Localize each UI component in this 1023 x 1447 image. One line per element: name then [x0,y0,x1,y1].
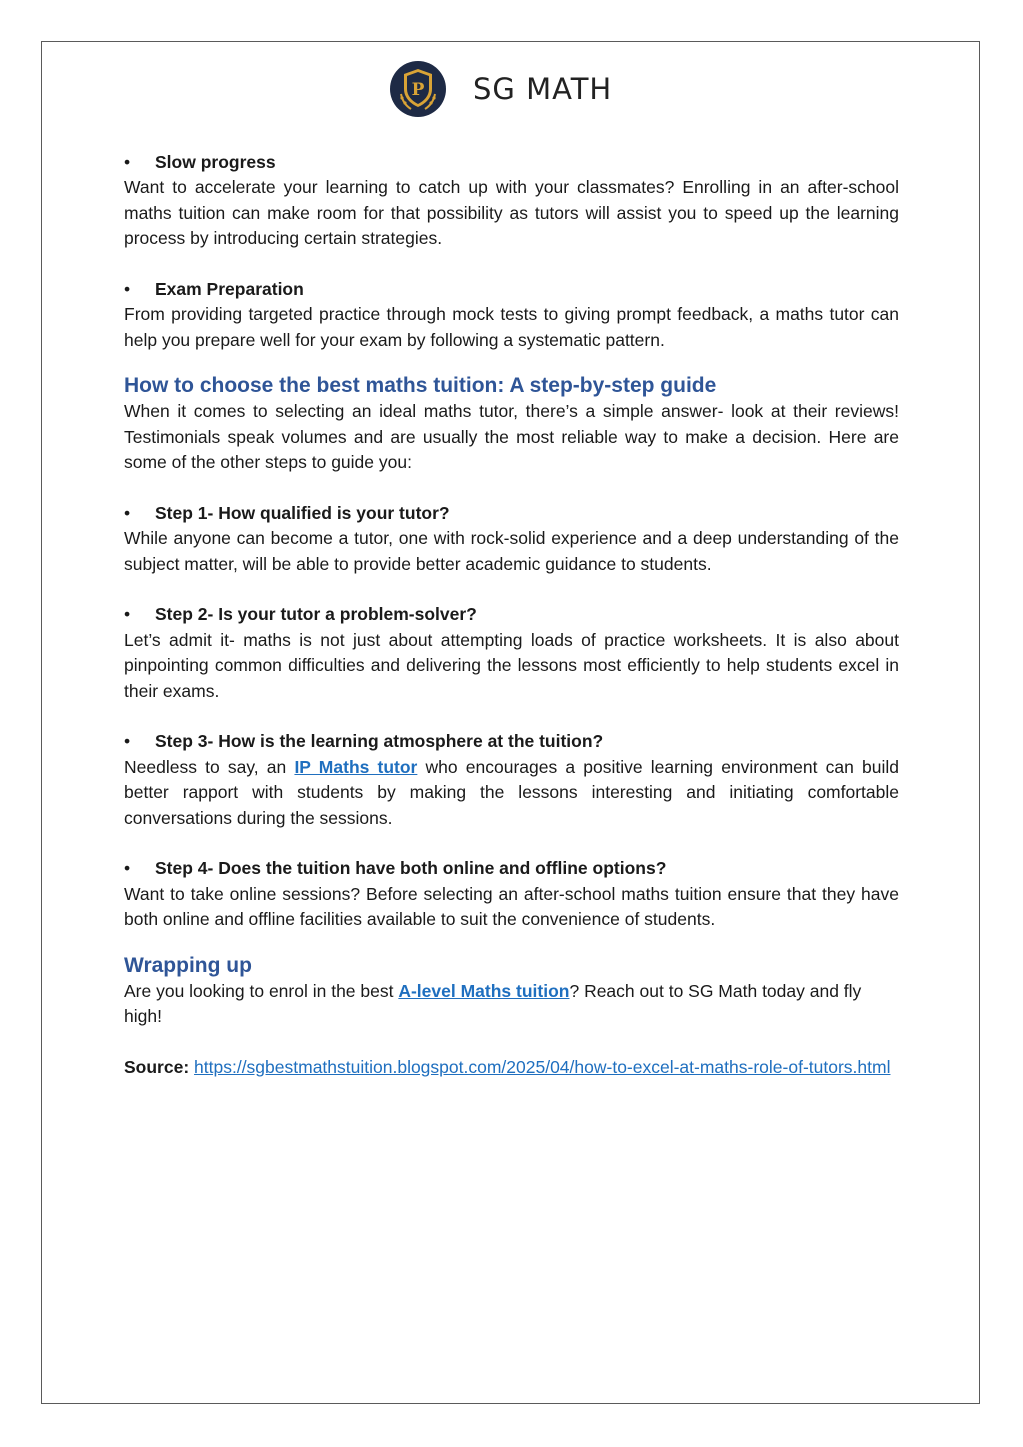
bullet-dot-icon: • [124,152,131,172]
sg-math-logo [389,60,612,118]
step4-body: Want to take online sessions? Before selecting an after-school maths tuition ensure that they have both online and offline facilities available to suit the convenience of students. [124,883,899,930]
step3-body [124,755,899,831]
bullet-dot-icon: • [124,858,131,879]
step3-heading: Step 3- How is the learning atmosphere at the tuition? [155,731,604,752]
ip-maths-tutor-link[interactable]: IP Maths tutor [294,756,418,777]
step3-body-before: Needless to say, an [124,756,295,777]
wrap-body [124,979,899,1030]
bullet-heading-step2 [124,602,899,627]
step4-heading: Step 4- Does the tuition have both online and offline options? [155,858,667,879]
bullet-dot-icon: • [124,502,131,523]
svg-text:P: P [411,80,425,100]
wrap-body-before: Are you looking to enrol in the best [124,980,399,1001]
bullet-heading-slow-progress [124,150,899,175]
slow-progress-heading: Slow progress [155,152,276,172]
step3-body-after: who encourages a positive learning environment can build better rapport with students by making the lessons interesting and initiating comfortable conversations during the sessions. [124,756,899,828]
logo-text: SG MATH [473,72,613,106]
step1-heading: Step 1- How qualified is your tutor? [155,502,450,523]
step2-body: Let’s admit it- maths is not just about attempting loads of practice worksheets. It is also about pinpointing common difficulties and delivering the lessons most efficiently to help students excel in their exams. [124,629,899,701]
bullet-heading-exam-prep [124,277,899,302]
bullet-heading-step4 [124,856,899,881]
slow-progress-body: Want to accelerate your learning to catch up with your classmates? Enrolling in an after-school maths tuition can make room for that possibility as tutors will assist you to speed up the learning process by introducing certain strategies. [124,177,899,249]
exam-prep-heading: Exam Preparation [155,279,304,300]
bullet-dot-icon: • [124,279,131,300]
bullet-dot-icon: • [124,731,131,752]
guide-body: When it comes to selecting an ideal maths tutor, there’s a simple answer- look at their reviews! Testimonials speak volumes and are usually the most reliable way to make a decision. Here are some of the other steps to guide you: [124,401,899,473]
wrap-body-after: ? Reach out to SG Math today and fly high! [124,980,862,1027]
a-level-maths-tuition-link[interactable]: A-level Maths tuition [398,980,570,1001]
bullet-dot-icon: • [124,604,131,625]
source-line [124,1055,899,1080]
exam-prep-body: From providing targeted practice through mock tests to giving prompt feedback, a maths tutor can help you prepare well for your exam by following a systematic pattern. [124,304,899,350]
guide-heading: How to choose the best maths tuition: A step-by-step guide [124,374,717,398]
bullet-heading-step3 [124,729,899,754]
step2-heading: Step 2- Is your tutor a problem-solver? [155,604,477,625]
source-label: Source: [124,1056,190,1077]
article-content [124,150,899,1080]
wrapping-up-heading: Wrapping up [124,953,252,977]
bullet-heading-step1 [124,501,899,526]
source-url-link[interactable]: https://sgbestmathstuition.blogspot.com/2025/04/how-to-excel-at-maths-role-of-tutors.html [194,1056,891,1077]
shield-crest-icon [389,60,447,118]
step1-body: While anyone can become a tutor, one with rock-solid experience and a deep understanding of the subject matter, will be able to provide better academic guidance to students. [124,528,899,574]
